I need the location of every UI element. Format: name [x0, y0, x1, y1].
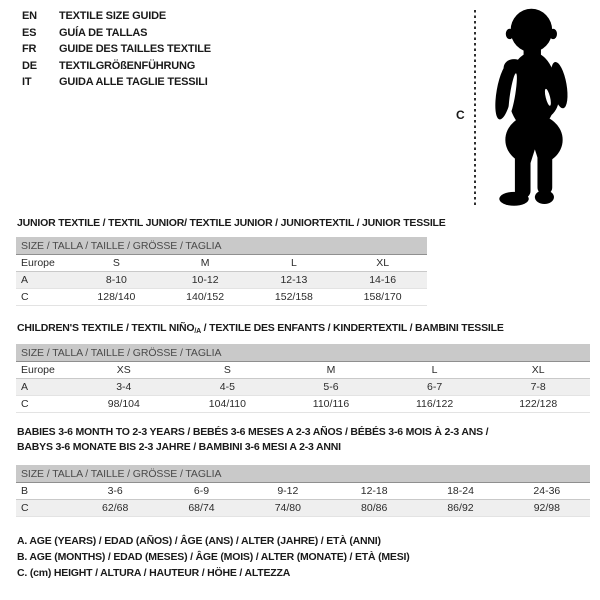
row-label: C [21, 291, 29, 303]
table-cell: 122/128 [519, 398, 558, 410]
size-header-bar: SIZE / TALLA / TAILLE / GRÖSSE / TAGLIA [16, 237, 427, 255]
row-label: B [21, 485, 29, 497]
table-cell: XS [116, 364, 131, 376]
size-header-bar: SIZE / TALLA / TAILLE / GRÖSSE / TAGLIA [16, 465, 590, 483]
row-label: A [21, 274, 29, 286]
table-cell: S [112, 257, 120, 269]
section-title-line [17, 321, 504, 337]
table-cell: 8-10 [105, 274, 127, 286]
table-cell: 3-4 [116, 381, 132, 393]
title-part: JUNIOR TEXTILE / TEXTIL JUNIOR/ TEXTILE JUNIOR / JUNIORTEXTIL / JUNIOR TESSILE [17, 217, 446, 229]
table-cell: M [326, 364, 336, 376]
table-cell: S [223, 364, 231, 376]
section-title-babies [17, 425, 488, 455]
table-row [16, 379, 590, 396]
language-code: ES [22, 26, 37, 39]
language-row [22, 58, 211, 75]
table-cell: 6-9 [193, 485, 210, 497]
language-row [22, 74, 211, 91]
table-cell: 68/74 [188, 502, 215, 514]
table-cell: M [200, 257, 210, 269]
note-line: B. AGE (MONTHS) / EDAD (MESES) / ÂGE (MOIS) / ALTER (MONATE) / ETÀ (MESI) [17, 551, 410, 563]
language-label: GUÍA DE TALLAS [59, 26, 148, 39]
table-cell: 12-18 [360, 485, 388, 497]
babies-size-table [16, 465, 590, 517]
table-cell: 86/92 [447, 502, 474, 514]
table-cell: 4-5 [219, 381, 235, 393]
language-label: GUIDE DES TAILLES TEXTILE [59, 43, 211, 55]
table-cell: 18-24 [447, 485, 474, 497]
table-row [16, 500, 590, 517]
junior-size-table [16, 237, 427, 306]
section-title-line [17, 216, 446, 231]
language-row [22, 25, 211, 42]
language-code: FR [22, 43, 37, 55]
table-row [16, 272, 427, 289]
title-part: CHILDREN'S TEXTILE / TEXTIL NIÑO [17, 322, 195, 334]
table-cell: 92/98 [533, 502, 560, 514]
title-part: BABYS 3-6 MONATE BIS 2-3 JAHRE / BAMBINI 3-6 MESI A 2-3 ANNI [17, 441, 341, 453]
language-code: IT [22, 76, 32, 88]
table-row [16, 289, 427, 306]
row-label: Europe [21, 364, 55, 376]
height-marker-line [474, 10, 476, 208]
table-rows [16, 362, 590, 413]
table-cell: XL [531, 364, 545, 376]
size-header-bar: SIZE / TALLA / TAILLE / GRÖSSE / TAGLIA [16, 344, 590, 362]
section-title-line [17, 425, 488, 440]
height-marker-label: C [456, 108, 465, 122]
table-cell: 140/152 [186, 291, 225, 303]
table-cell: 62/68 [102, 502, 129, 514]
language-label: TEXTILE SIZE GUIDE [59, 10, 167, 22]
table-cell: 10-12 [191, 274, 219, 286]
row-label: C [21, 502, 29, 514]
section-title-junior [17, 216, 446, 231]
table-row [16, 362, 590, 379]
table-rows [16, 483, 590, 517]
table-cell: 158/170 [363, 291, 402, 303]
row-label: A [21, 381, 29, 393]
section-title-line [17, 440, 488, 455]
table-cell: 14-16 [369, 274, 397, 286]
table-cell: 3-6 [107, 485, 123, 497]
title-part: /A [194, 328, 201, 335]
language-label: TEXTILGRÖßENFÜHRUNG [59, 59, 196, 72]
language-guide-list [22, 8, 211, 91]
table-cell: 98/104 [107, 398, 140, 410]
table-cell: 12-13 [280, 274, 308, 286]
table-cell: 24-36 [533, 485, 561, 497]
section-title-children [17, 321, 504, 337]
note-line: C. (cm) HEIGHT / ALTURA / HAUTEUR / HÖHE / ALTEZZA [17, 567, 291, 579]
legend-notes [17, 533, 410, 581]
baby-silhouette-icon [489, 7, 579, 211]
table-cell: 152/158 [274, 291, 313, 303]
title-part: BABIES 3-6 MONTH TO 2-3 YEARS / BEBÉS 3-6 MESES A 2-3 AÑOS / BÉBÉS 3-6 MOIS À 2-3 ANS / [17, 426, 489, 438]
language-code: EN [22, 10, 37, 22]
table-row [16, 255, 427, 272]
row-label: Europe [21, 257, 55, 269]
table-row [16, 483, 590, 500]
table-rows [16, 255, 427, 306]
table-cell: 74/80 [274, 502, 301, 514]
table-cell: 5-6 [323, 381, 339, 393]
table-cell: 80/86 [361, 502, 388, 514]
table-cell: L [431, 364, 438, 376]
table-cell: XL [376, 257, 390, 269]
table-cell: 7-8 [530, 381, 546, 393]
language-row [22, 41, 211, 58]
table-cell: 6-7 [427, 381, 443, 393]
table-cell: 104/110 [208, 398, 246, 410]
table-cell: L [290, 257, 297, 269]
table-cell: 110/116 [312, 398, 350, 410]
children-size-table [16, 344, 590, 413]
language-label: GUIDA ALLE TAGLIE TESSILI [59, 76, 208, 88]
language-code: DE [22, 59, 37, 72]
language-row [22, 8, 211, 25]
table-row [16, 396, 590, 413]
table-cell: 9-12 [277, 485, 299, 497]
table-cell: 116/122 [416, 398, 454, 410]
table-cell: 128/140 [97, 291, 136, 303]
title-part: / TEXTILE DES ENFANTS / KINDERTEXTIL / BAMBINI TESSILE [200, 322, 504, 334]
note-line: A. AGE (YEARS) / EDAD (AÑOS) / ÂGE (ANS) / ALTER (JAHRE) / ETÀ (ANNI) [17, 535, 381, 547]
row-label: C [21, 398, 29, 410]
